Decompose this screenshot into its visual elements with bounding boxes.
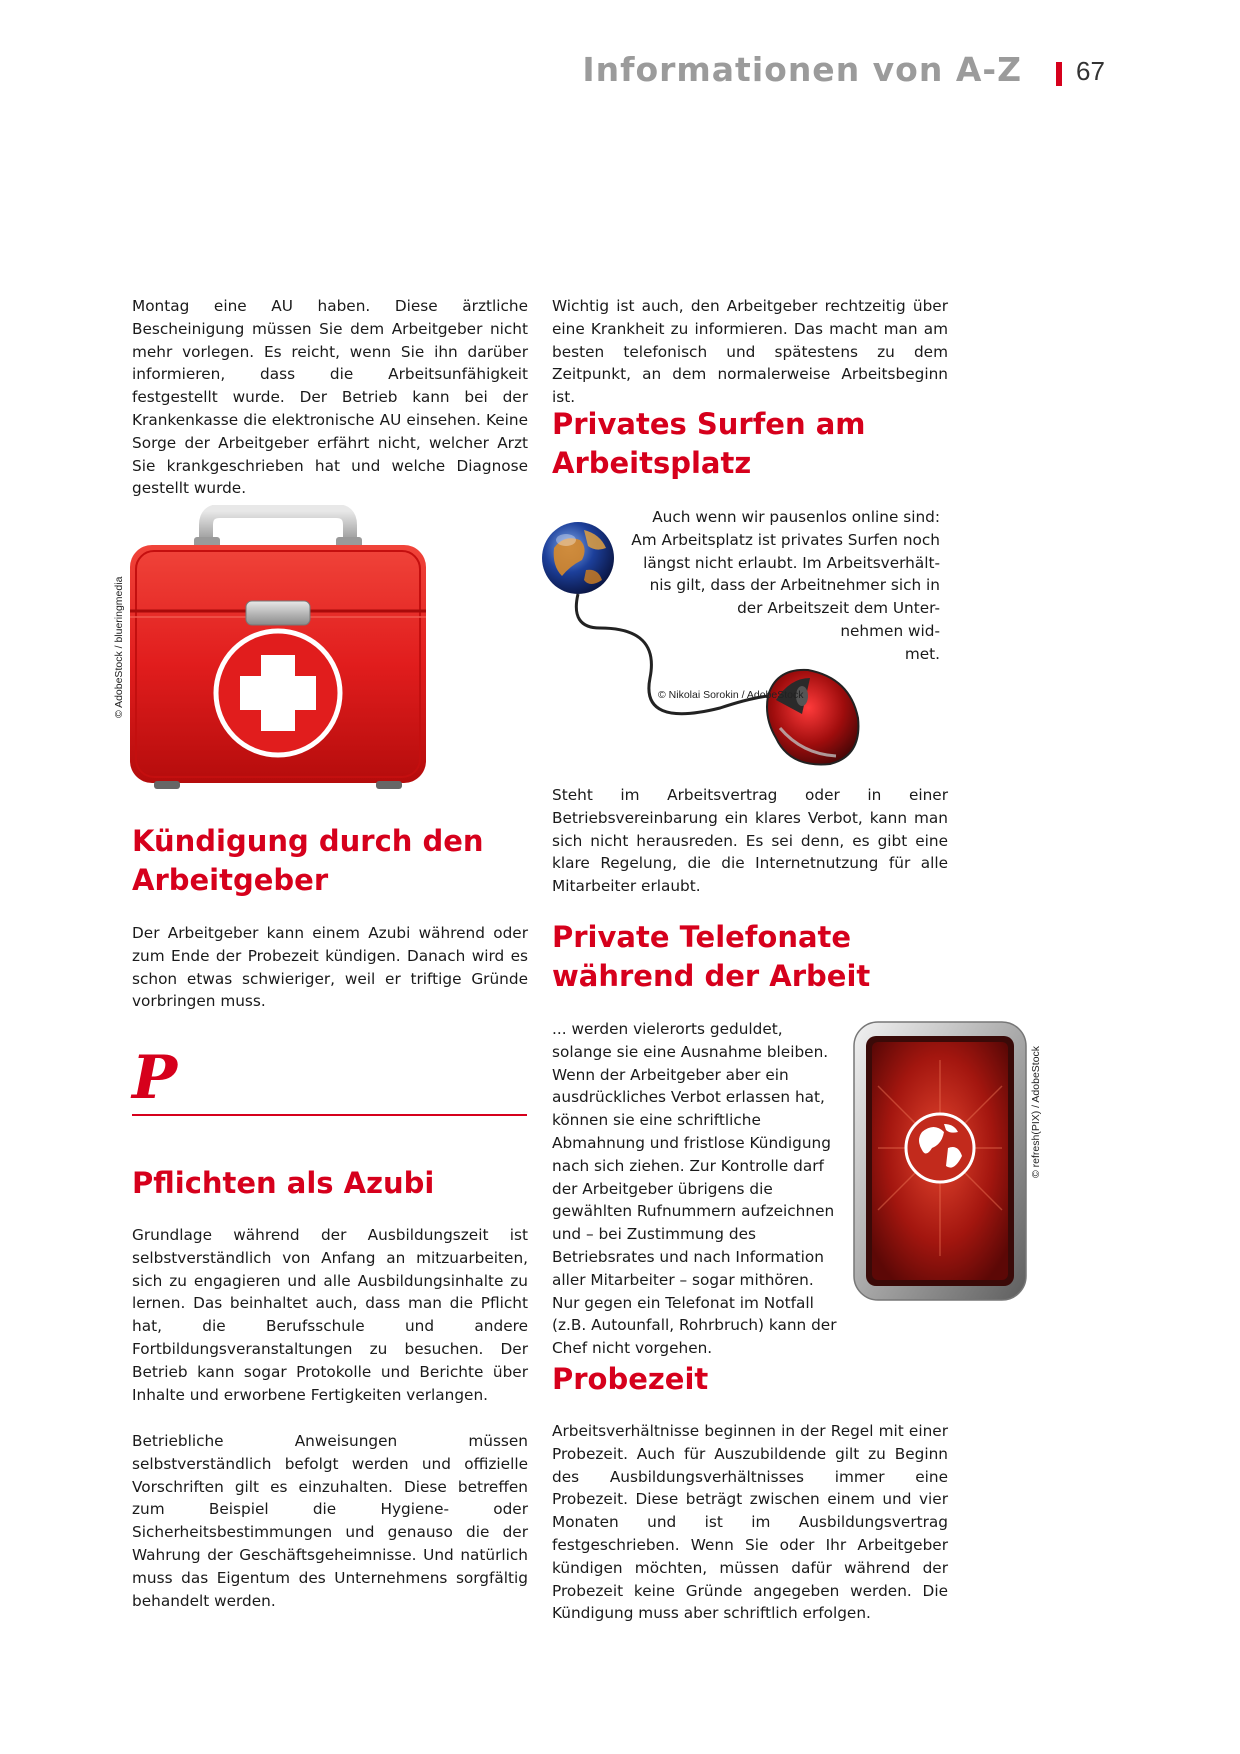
heading-telefon: Private Telefonate während der Arbeit — [552, 920, 871, 993]
section-letter-rule — [132, 1114, 527, 1116]
pflichten-paragraph-1: Grundlage während der Ausbildungszeit ist selbstverständlich von Anfang an mitzuarbeiten, sich zu engagieren und alle Ausbildungsinhalte zu lernen. Das beinhaltet auch, dass man die Pflicht hat, die Berufsschule und andere Fortbildungsveranstaltungen zu besuchen. Der Betrieb kann sogar Protokolle und Berichte über Inhalte und erworbene Fertigkeiten verlangen. — [132, 1226, 528, 1404]
section-letter: P — [132, 1043, 178, 1113]
right-intro-paragraph: Wichtig ist auch, den Arbeitgeber rechtzeitig über eine Krankheit zu informieren. Das macht man am besten telefonisch und spätestens zu dem Zeitpunkt, an dem normalerweise Arbeitsbeginn ist. — [552, 297, 948, 407]
heading-pflichten: Pflichten als Azubi — [132, 1166, 435, 1200]
running-header-title: Informationen von A-Z — [582, 50, 1022, 89]
left-intro-paragraph: Montag eine AU haben. Diese ärztliche Bescheinigung müssen Sie dem Arbeitgeber nicht mehr vorlegen. Es reicht, wenn Sie ihn darüber informieren, dass die Arbeitsunfähigkeit festgestellt wurde. Der Betrieb kann bei der Krankenkasse die elektronische AU einsehen. Keine Sorge der Arbeitgeber erfährt nicht, welcher Arzt Sie krankgeschrieben hat und welche Diagnose gestellt wurde. — [132, 297, 528, 498]
mouse-photo-credit: © Nikolai Sorokin / AdobeStock — [658, 689, 804, 701]
heading-probezeit: Probezeit — [552, 1362, 709, 1396]
header-divider-bar — [1056, 62, 1062, 86]
page-number: 67 — [1076, 56, 1105, 86]
surfen-line: der Arbeitszeit dem Unter- — [737, 599, 940, 618]
surfen-line: nis gilt, dass der Arbeitnehmer sich in — [649, 576, 940, 595]
telefon-paragraph: ... werden vielerorts geduldet, solange sie eine Ausnahme bleiben. Wenn der Arbeitgeber aber ein ausdrückliches Verbot erlassen hat, können sie eine schriftliche Abmahnung und fristlose Kündigung nach sich ziehen. Zur Kontrolle darf der Arbeitgeber übrigens die gewählten Rufnummern aufzeichnen und – bei Zustimmung des Betriebsrates und nach Information aller Mitarbeiter – sogar mithören. Nur gegen ein Telefonat im Notfall (z.B. Autounfall, Rohrbruch) kann der Chef nicht vorgehen. — [552, 1020, 837, 1358]
probezeit-paragraph: Arbeitsverhältnisse beginnen in der Regel mit einer Probezeit. Auch für Auszubildende gilt zu Beginn des Ausbildungsverhältnisses immer eine Probezeit. Diese beträgt zwischen einem und vier Monaten und ist im Ausbildungsvertrag festgeschrieben. Wenn Sie oder Ihr Arbeitgeber kündigen möchten, müssen dafür während der Probezeit keine Gründe angegeben werden. Die Kündigung muss aber schriftlich erfolgen. — [552, 1422, 948, 1623]
surfen-line: längst nicht erlaubt. Im Arbeitsverhält- — [643, 553, 940, 572]
heading-surfen: Privates Surfen am Arbeitsplatz — [552, 407, 866, 480]
surfen-line: met. — [904, 644, 940, 663]
surfen-wrapped-text — [600, 506, 940, 666]
kuendigung-paragraph: Der Arbeitgeber kann einem Azubi während oder zum Ende der Probezeit kündigen. Danach wird es schon etwas schwieriger, weil er triftige Gründe vorbringen muss. — [132, 924, 528, 1011]
surfen-line: Am Arbeitsplatz ist privates Surfen noch — [631, 530, 940, 549]
phone-photo-credit: © refresh(PIX) / AdobeStock — [1030, 1045, 1042, 1178]
surfen-line: Auch wenn wir pausenlos online sind: — [652, 508, 940, 526]
smartphone-illustration — [852, 1020, 1028, 1302]
first-aid-kit-illustration — [128, 505, 433, 790]
heading-kuendigung: Kündigung durch den Arbeitgeber — [132, 824, 484, 897]
surfen-paragraph-2: Steht im Arbeitsvertrag oder in einer Betriebsvereinbarung ein klares Verbot, kann man sich nicht herausreden. Es sei denn, es gibt eine klare Regelung, die die Internetnutzung für alle Mitarbeiter erlaubt. — [552, 786, 948, 896]
surfen-line: nehmen wid- — [840, 621, 940, 640]
firstaid-photo-credit: © AdobeStock / blueringmedia — [113, 576, 125, 718]
pflichten-paragraph-2: Betriebliche Anweisungen müssen selbstverständlich befolgt werden und offizielle Vorschriften gilt es einzuhalten. Diese betreffen zum Beispiel die Hygiene- oder Sicherheitsbestimmungen und genauso die der Wahrung der Geschäftsgeheimnisse. Und natürlich muss das Eigentum des Unternehmens sorgfältig behandelt werden. — [132, 1432, 528, 1610]
